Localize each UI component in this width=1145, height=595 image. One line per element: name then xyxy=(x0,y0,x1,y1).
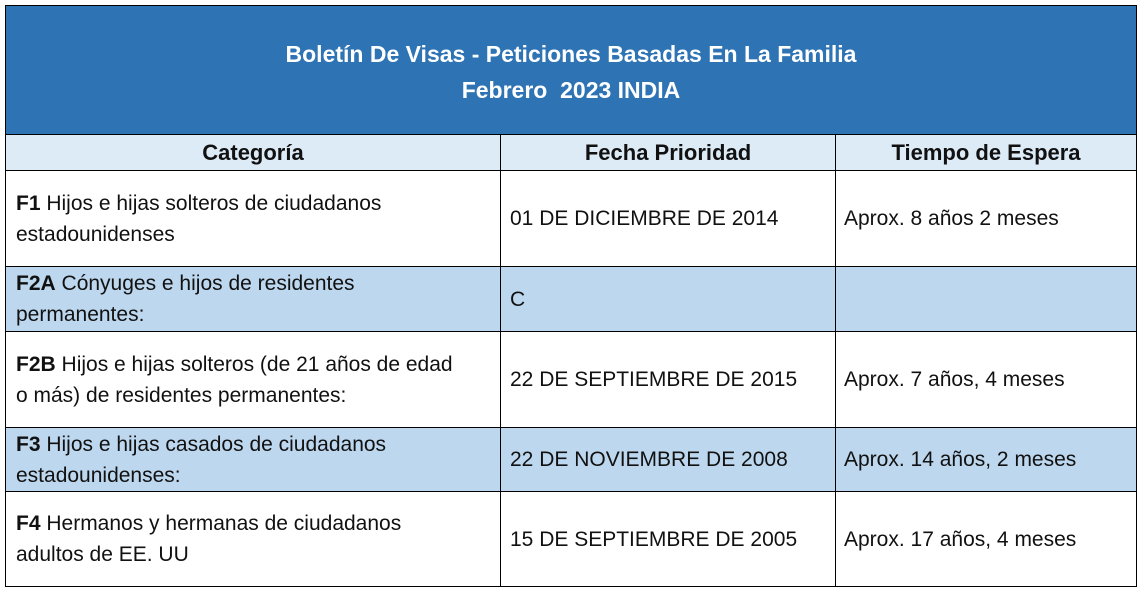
category-code: F2A xyxy=(16,272,56,295)
category-code: F3 xyxy=(16,432,41,456)
table-row-f1 xyxy=(6,171,1136,267)
table-row-f3 xyxy=(6,428,1136,492)
title-line-1: Boletín De Visas - Peticiones Basadas En La Familia xyxy=(285,41,857,67)
category-cell xyxy=(6,332,501,427)
table-row-f2a xyxy=(6,267,1136,332)
category-code: F4 xyxy=(16,512,41,535)
table-title xyxy=(6,6,1136,135)
title-line-2: Febrero 2023 INDIA xyxy=(461,77,681,103)
category-desc: Hijos e hijas solteros de ciudadanos estadounidenses xyxy=(16,191,382,246)
category-desc: Cónyuges e hijos de residentes permanentes: xyxy=(16,272,355,326)
priority-date-cell: 01 DE DICIEMBRE DE 2014 xyxy=(501,171,836,266)
column-header-priority-date: Fecha Prioridad xyxy=(501,135,836,170)
table-row-f2b xyxy=(6,332,1136,428)
column-header-wait-time: Tiempo de Espera xyxy=(891,140,1081,165)
category-desc: Hermanos y hermanas de ciudadanos adultos de EE. UU xyxy=(16,512,402,566)
category-desc: Hijos e hijas solteros (de 21 años de edad o más) de residentes permanentes: xyxy=(16,352,453,407)
wait-time-cell: Aprox. 7 años, 4 meses xyxy=(844,368,1065,391)
category-cell xyxy=(6,428,501,491)
wait-time-cell: Aprox. 8 años 2 meses xyxy=(844,207,1059,230)
category-cell xyxy=(6,171,501,266)
visa-bulletin-table xyxy=(5,5,1137,587)
wait-time-cell: Aprox. 17 años, 4 meses xyxy=(844,527,1077,551)
category-desc: Hijos e hijas casados de ciudadanos estadounidenses: xyxy=(16,432,387,487)
wait-time-cell xyxy=(836,267,1136,331)
column-header-category: Categoría xyxy=(6,135,501,170)
column-header-row xyxy=(6,135,1136,171)
priority-date-cell: 22 DE NOVIEMBRE DE 2008 xyxy=(501,428,836,491)
wait-time-cell: Aprox. 14 años, 2 meses xyxy=(844,448,1077,471)
category-code: F1 xyxy=(16,191,41,215)
priority-date-cell: C xyxy=(501,267,836,331)
priority-date-cell: 22 DE SEPTIEMBRE DE 2015 xyxy=(501,332,836,427)
category-cell xyxy=(6,267,501,331)
priority-date-cell: 15 DE SEPTIEMBRE DE 2005 xyxy=(501,492,836,586)
table-row-f4 xyxy=(6,492,1136,586)
category-cell xyxy=(6,492,501,586)
category-code: F2B xyxy=(16,352,56,376)
